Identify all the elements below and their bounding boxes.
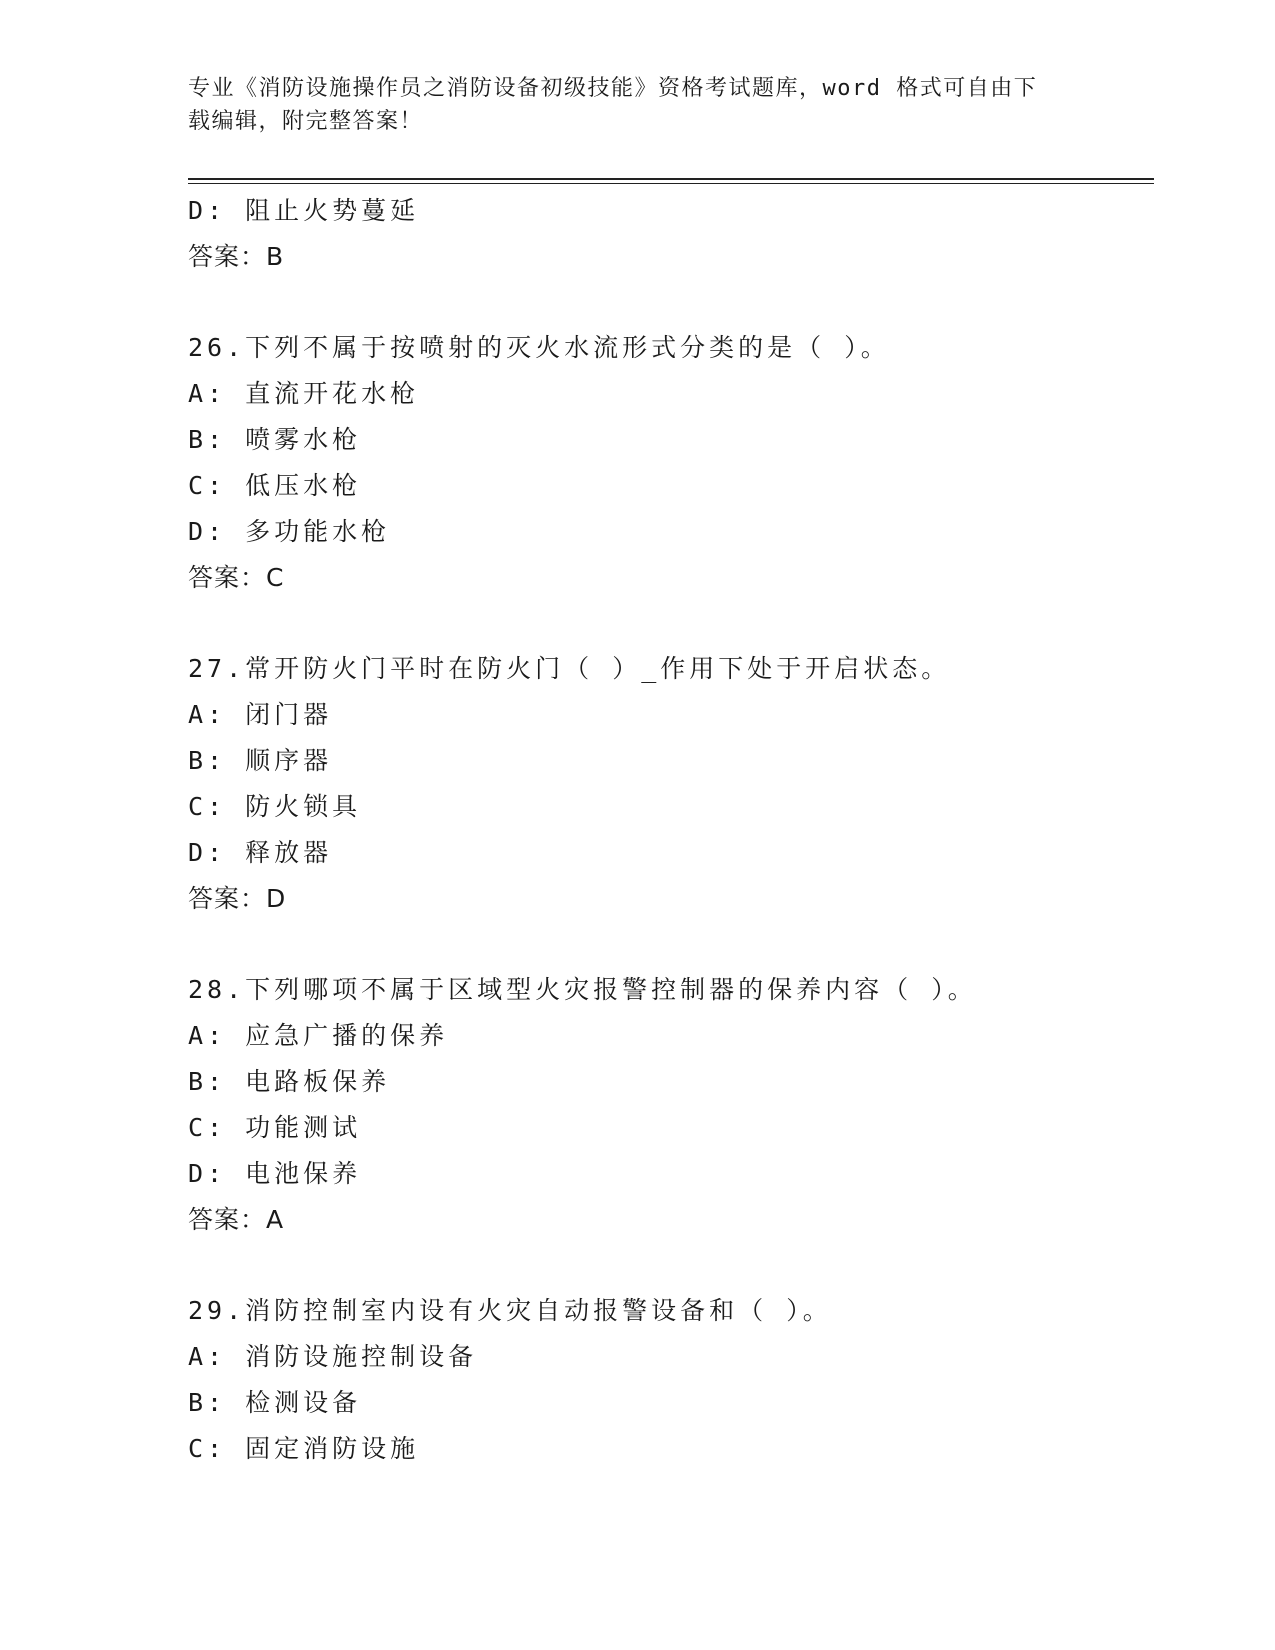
option-d: D: 多功能水枪: [188, 517, 391, 546]
question-stem: 29.消防控制室内设有火灾自动报警设备和（ ）。: [188, 1296, 832, 1325]
question-stem: 28.下列哪项不属于区域型火灾报警控制器的保养内容（ ）。: [188, 975, 977, 1004]
answer-line: 答案：D: [188, 884, 287, 913]
option-d: D: 电池保养: [188, 1159, 362, 1188]
header-divider-thick: [188, 178, 1154, 180]
question-29: [188, 1288, 1148, 1472]
option-d: D: 阻止火势蔓延: [188, 196, 420, 225]
option-c: C: 低压水枪: [188, 471, 362, 500]
option-b: B: 喷雾水枪: [188, 425, 362, 454]
option-c: C: 固定消防设施: [188, 1434, 420, 1463]
header-divider-thin: [188, 183, 1154, 184]
header-line-2: 载编辑，附完整答案！: [188, 109, 424, 134]
option-b: B: 顺序器: [188, 746, 333, 775]
question-28: [188, 967, 1148, 1243]
answer-line: 答案：A: [188, 1205, 285, 1234]
option-a: A: 直流开花水枪: [188, 379, 420, 408]
option-d: D: 释放器: [188, 838, 333, 867]
question-27: [188, 646, 1148, 922]
header-line-1: 专业《消防设施操作员之消防设备初级技能》资格考试题库，word 格式可自由下: [188, 76, 1038, 101]
question-stem: 26.下列不属于按喷射的灭火水流形式分类的是（ ）。: [188, 333, 890, 362]
option-c: C: 功能测试: [188, 1113, 362, 1142]
question-stem: 27.常开防火门平时在防火门（ ）_作用下处于开启状态。: [188, 654, 951, 683]
option-a: A: 应急广播的保养: [188, 1021, 449, 1050]
answer-line: 答案：C: [188, 563, 285, 592]
option-a: A: 消防设施控制设备: [188, 1342, 478, 1371]
question-list: [188, 188, 1148, 1472]
question-26: [188, 325, 1148, 601]
option-c: C: 防火锁具: [188, 792, 362, 821]
option-b: B: 检测设备: [188, 1388, 362, 1417]
option-b: B: 电路板保养: [188, 1067, 391, 1096]
document-header: [188, 72, 1068, 138]
answer-line: 答案：B: [188, 242, 285, 271]
option-a: A: 闭门器: [188, 700, 333, 729]
previous-question-tail: [188, 188, 1148, 280]
